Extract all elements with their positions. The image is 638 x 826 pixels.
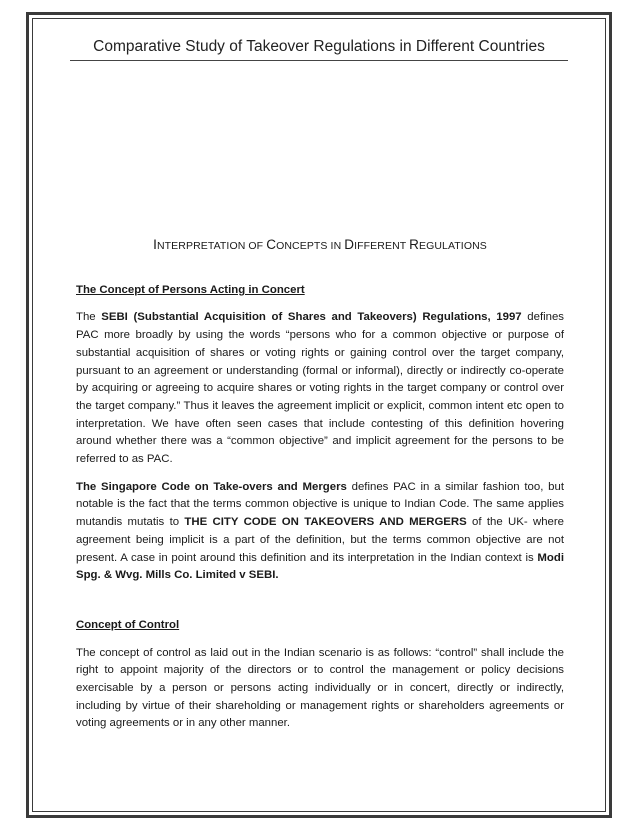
bold-run: Modi Spg. & Wvg. Mills Co. Limited v SEBI. xyxy=(76,551,564,582)
title-cap: I xyxy=(153,237,157,252)
text-run: defines PAC in a similar fashion too, but notable is the fact that the terms common objective is unique to Indian Code. The same applies mutandis mutatis to xyxy=(76,480,564,529)
pac-paragraph-1 xyxy=(76,309,564,468)
spacer xyxy=(76,595,564,617)
text-run: of the UK- where agreement being implicit is a part of the definition, but the terms common objective are not present. A case in point around this definition and its interpretation in the Indian context is xyxy=(76,516,564,564)
text-run: The xyxy=(76,311,102,324)
pac-paragraph-2 xyxy=(76,479,564,585)
control-heading: Concept of Control xyxy=(76,618,180,631)
bold-run: The Singapore Code on Take-overs and Mergers xyxy=(76,480,347,493)
title-cap: R xyxy=(409,237,419,252)
text-run: defines PAC more broadly by using the words “persons who for a common objective or purpose of substantial acquisition of shares or voting rights or gaining control over the target company, pursuant to an agreement or understanding (formal or informal), directly or indirectly co-operate by acquiring or agreeing to acquire shares or voting rights in the target company or control over the target company.” Thus it leaves the agreement implicit or explicit, common intent etc open to interpretation. We have often seen cases that include contesting of this definition hovering around whether there was a “common objective” and implicit agreement for the persons to be referred to as PAC. xyxy=(76,311,564,466)
pac-heading: The Concept of Persons Acting in Concert xyxy=(76,283,305,296)
header-rule xyxy=(70,60,568,61)
section-title xyxy=(76,236,564,256)
running-header: Comparative Study of Takeover Regulations in Different Countries xyxy=(93,38,545,55)
control-paragraph-1: The concept of control as laid out in the Indian scenario is as follows: “control” shall include the right to appoint majority of the directors or to control the management or policy decisions exercisable by a person or persons acting individually or in concert, directly or indirectly, including by virtue of their shareholding or management rights or shareholders agreements or voting agreements or in any other manner. xyxy=(76,646,564,730)
title-smallcaps: NTERPRETATION OF xyxy=(156,240,267,252)
title-smallcaps: ONCEPTS IN xyxy=(276,240,345,252)
title-cap: D xyxy=(344,237,355,252)
page-body xyxy=(76,236,564,743)
bold-run: THE CITY CODE ON TAKEOVERS AND MERGERS xyxy=(184,516,467,529)
bold-run: SEBI (Substantial Acquisition of Shares and Takeovers) Regulations, 1997 xyxy=(101,311,522,324)
title-cap: C xyxy=(266,237,277,252)
title-smallcaps: EGULATIONS xyxy=(418,240,487,252)
title-smallcaps: IFFERENT xyxy=(354,240,410,252)
